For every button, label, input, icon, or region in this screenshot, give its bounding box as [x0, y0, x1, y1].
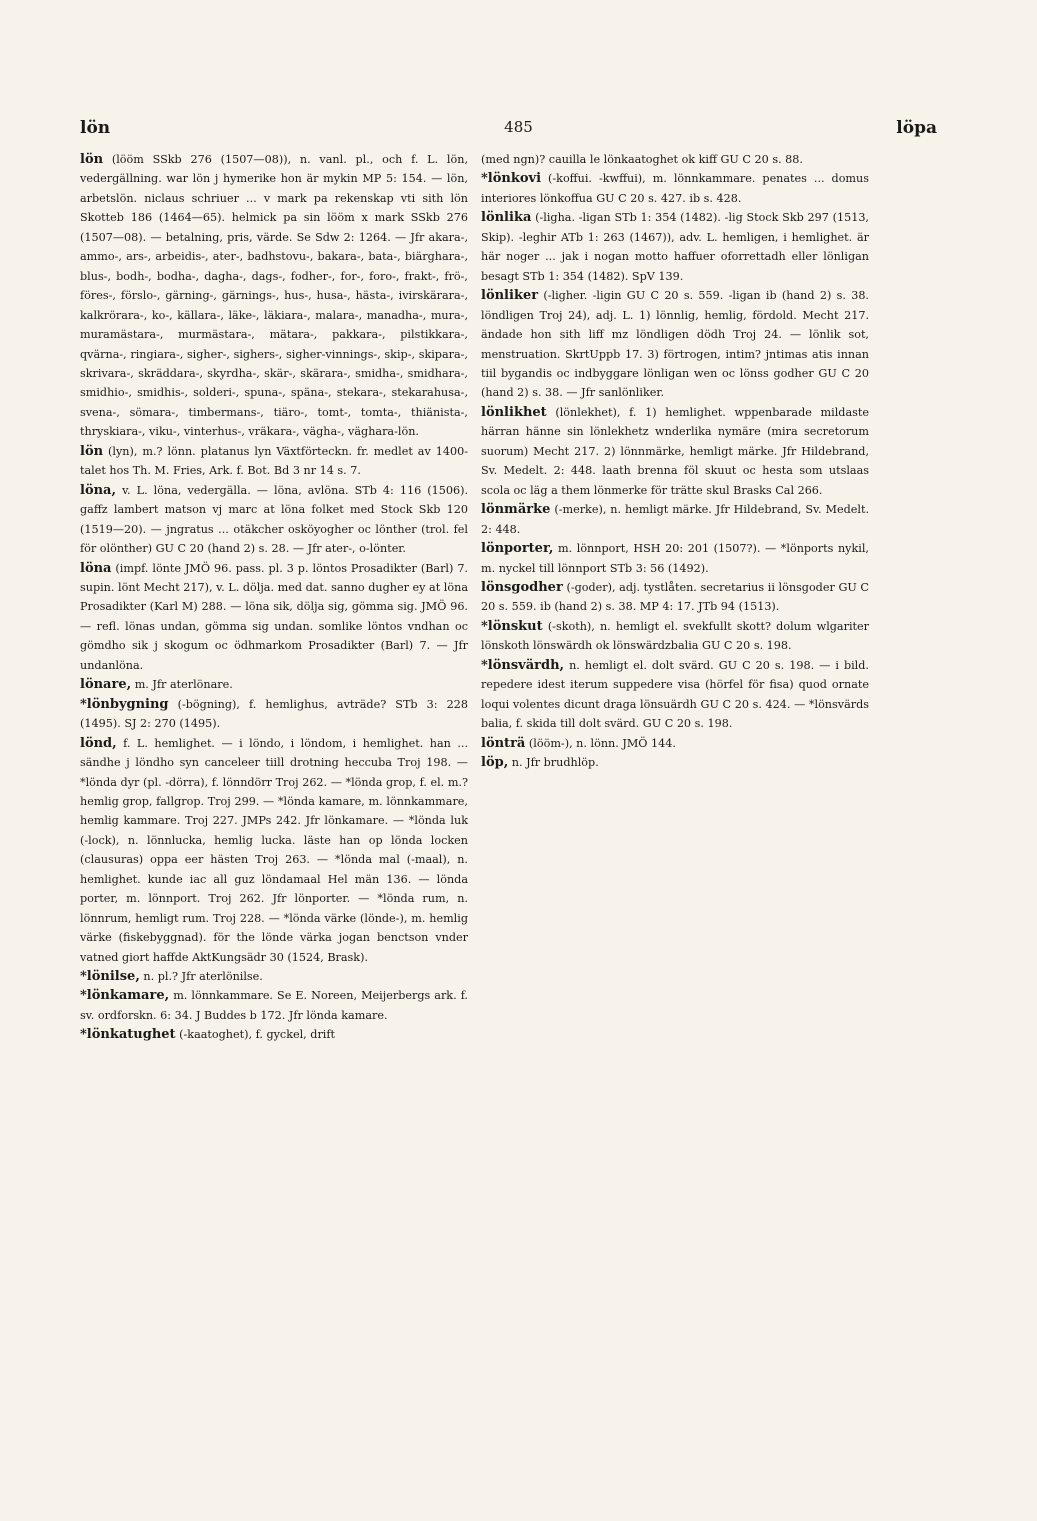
dictionary-entry — [481, 169, 869, 208]
dictionary-entry — [80, 481, 468, 559]
entry-text: (lööm-), n. lönn. JMÖ 144. — [528, 736, 676, 750]
dictionary-entry — [80, 734, 468, 967]
entry-text: (-ligher. -ligin GU C 20 s. 559. -ligan ib (hand 2) s. 38. löndligen Troj 24), adj. L. 1) lönnlig, hemlig, fördold. Mecht 217. ändade hon sith liff mz löndligen dödh Troj 24. — lönlik sot, menstruation. SkrtUppb 17. 3) förtrogen, intim? jntimas atis innan tiil bygandis oc indbyggare lönligan wen oc lönss godher GU C 20 (hand 2) s. 38. — Jfr sanlönliker. — [481, 289, 869, 400]
dictionary-entry — [80, 150, 468, 442]
entry-text: (-ligha. -ligan STb 1: 354 (1482). -lig Stock Skb 297 (1513, Skip). -leghir ATb 1: 263 (1467)), adv. L. hemligen, i hemlighet. är här noger ... jak i nogan motto haffuer oforrettadh eller lönligan besagt STb 1: 354 (1482). SpV 139. — [481, 211, 869, 283]
entry-text: f. L. hemlighet. — i löndo, i löndom, i hemlighet. han ... sändhe j löndho syn canceleer tiill drotning heccuba Troj 198. — *lönda dyr (pl. -dörra), f. lönndörr Troj 262. — *lönda grop, f. el. m.? hemlig grop, fallgrop. Troj 299. — *lönda kamare, m. lönnkammare, hemlig kammare. Troj 227. JMPs 242. Jfr lönkamare. — *lönda luk (-lock), n. lönnlucka, hemlig lucka. läste han op lönda locken (clausuras) oppa eer hästen Troj 263. — *lönda mal (-maal), n. hemlighet. kunde iac all guz löndamaal Hel män 136. — lönda porter, m. lönnport. Troj 262. Jfr lönporter. — *lönda rum, n. lönnrum, hemligt rum. Troj 228. — *lönda värke (lönde-), m. hemlig värke (fiskebyggnad). för the lönde värka jogan benctson vnder vatned giort haffde AktKungsädr 30 (1524, Brask). — [80, 736, 468, 964]
entry-text: m. Jfr aterlönare. — [134, 678, 233, 692]
entry-text: n. hemligt el. dolt svärd. GU C 20 s. 198. — i bild. repedere idest iterum suppedere visa (hörfel för fisa) quod ornate loqui volentes dicunt draga lönsuärdh GU C 20 s. 424. — *lönsvärds balia, f. skida till dolt svärd. GU C 20 s. 198. — [481, 658, 869, 731]
entry-text: (-koffui. -kwffui), m. lönnkammare. penates ... domus interiores lönkoffua GU C 20 s. 427. ib s. 428. — [481, 172, 869, 205]
dictionary-entry — [80, 442, 468, 481]
entry-headword: *lönbygning — [80, 696, 169, 712]
entry-headword: *lönkatughet — [80, 1027, 176, 1043]
entry-headword: lönmärke — [481, 502, 551, 518]
dictionary-entry — [481, 403, 869, 500]
entry-headword: lönlika — [481, 210, 532, 226]
dictionary-entry — [481, 734, 869, 753]
left-column — [80, 150, 468, 1045]
dictionary-entry — [481, 500, 869, 539]
entry-headword: lön — [80, 152, 104, 167]
entry-text: (-skoth), n. hemligt el. svekfullt skott? dolum wlgariter lönskoth lönswärdh ok lönswärdzbalia GU C 20 s. 198. — [481, 619, 869, 653]
dictionary-entry — [80, 986, 468, 1025]
dictionary-entry — [481, 539, 869, 578]
entry-headword: löna — [80, 560, 112, 576]
dictionary-entry — [80, 559, 468, 676]
entry-text: (-goder), adj. tystlåten. secretarius ii lönsgoder GU C 20 s. 559. ib (hand 2) s. 38. MP 4: 17. JTb 94 (1513). — [481, 580, 869, 614]
entry-text: m. lönnport, HSH 20: 201 (1507?). — *lönports nykil, m. nyckel till lönnport STb 3: 56 (1492). — [481, 542, 869, 575]
dictionary-entry — [80, 675, 468, 694]
dictionary-entry — [80, 967, 468, 986]
entry-text: (impf. lönte JMÖ 96. pass. pl. 3 p. löntos Prosadikter (Barl) 7. supin. lönt Mecht 217), v. L. dölja. med dat. sanno dugher ey at löna Prosadikter (Karl M) 288. — löna sik, dölja sig, gömma sig. JMÖ 96. — refl. lönas undan, gömma sig undan. somlike löntos vndhan oc gömdho sik j skogum oc ödhmarkom Prosadikter (Barl) 7. — Jfr undanlöna. — [80, 561, 468, 672]
dictionary-entry — [481, 656, 869, 734]
entry-text: v. L. löna, vedergälla. — löna, avlöna. STb 4: 116 (1506). gaffz lambert matson vj marc at löna folket med Stock Skb 120 (1519—20). — jngratus ... otäkcher osköyogher oc lönther (trol. fel för olönther) GU C 20 (hand 2) s. 28. — Jfr ater-, o-lönter. — [80, 483, 468, 556]
entry-headword: *lönkovi — [481, 171, 542, 187]
entry-text: n. pl.? Jfr aterlönilse. — [143, 970, 263, 984]
entry-headword: *lönkamare, — [80, 988, 170, 1004]
page-number: 485 — [504, 118, 533, 136]
entry-headword: lönträ — [481, 735, 526, 751]
entry-text: (-merke), n. hemligt märke. Jfr Hildebrand, Sv. Medelt. 2: 448. — [481, 503, 870, 536]
entry-headword: lönliker — [481, 288, 539, 304]
header-right-word: löpa — [896, 118, 937, 138]
entry-headword: lön — [80, 443, 104, 459]
entry-headword: lönporter, — [481, 541, 554, 557]
header-left-word: lön — [80, 118, 111, 138]
dictionary-entry — [80, 1025, 468, 1044]
entry-text: n. Jfr brudhlöp. — [511, 756, 599, 770]
dictionary-entry — [481, 578, 869, 617]
entry-text: (lööm SSkb 276 (1507—08)), n. vanl. pl., och f. L. lön, vedergällning. war lön j hymerike hon är mykin MP 5: 154. — lön, arbetslön. niclaus schriuer ... v mark pa rekenskap vti sith lön Skotteb 186 (1464—65). helmick pa sin lööm x mark SSkb 276 (1507—08). — betalning, pris, värde. Se Sdw 2: 1264. — Jfr akara-, ammo-, ars-, arbeidis-, ater-, badhstovu-, bakara-, bata-, biärghara-, blus-, bodh-, bodha-, dagha-, dags-, fodher-, for-, foro-, frakt-, frö-, föres-, förslo-, gärning-, gärnings-, hus-, husa-, hästa-, ivirskärara-, kalkrörara-, ko-, källara-, läke-, läkiara-, malara-, manadha-, mura-, muramästara-, murmästara-, mätara-, pakkara-, pilstikkara-, qvärna-, ringiara-, sigher-, sighers-, sigher-vinnings-, skip-, skipara-, skrivara-, skräddara-, skyrdha-, skär-, skärara-, smidha-, smidhara-, smidhio-, smidhis-, solderi-, spuna-, späna-, stekara-, stekarahusa-, svena-, sömara-, timbermans-, tiäro-, tomt-, tomta-, thiänista-, thryskiara-, viku-, vinterhus-, vräkara-, vägha-, väghara-lön. — [80, 153, 469, 439]
dictionary-entry — [481, 286, 869, 403]
entry-headword: *lönilse, — [80, 969, 140, 985]
entry-headword: *lönsvärdh, — [481, 657, 565, 673]
dictionary-entry — [481, 150, 869, 169]
entry-text: (med ngn)? cauilla le lönkaatoghet ok kiff GU C 20 s. 88. — [481, 153, 803, 166]
dictionary-entry — [481, 208, 869, 286]
entry-text: (lyn), m.? lönn. platanus lyn Växtförteckn. fr. medlet av 1400-talet hos Th. M. Fries, Ark. f. Bot. Bd 3 nr 14 s. 7. — [80, 444, 468, 478]
entry-headword: löna, — [80, 482, 117, 498]
entry-text: (lönlekhet), f. 1) hemlighet. wppenbarade mildaste härran hänne sin lönlekhetz wnderlika nymäre (mira secretorum suorum) Mecht 217. 2) lönnmärke, hemligt märke. Jfr Hildebrand, Sv. Medelt. 2: 448. laath brenna föl skuut oc hesta som utslaas scola oc läg a them lönmerke för trätte skul Brasks Cal 266. — [481, 405, 869, 497]
entry-text: (-kaatoghet), f. gyckel, drift — [179, 1028, 336, 1042]
entry-headword: lönd, — [80, 735, 117, 751]
entry-headword: *lönskut — [481, 618, 543, 634]
entry-headword: lönsgodher — [481, 579, 563, 595]
dictionary-entry — [481, 617, 869, 656]
entry-text: (-bögning), f. hemlighus, avträde? STb 3: 228 (1495). SJ 2: 270 (1495). — [80, 697, 468, 731]
right-column — [481, 150, 869, 773]
entry-headword: löp, — [481, 755, 509, 771]
entry-text: m. lönnkammare. Se E. Noreen, Meijerbergs ark. f. sv. ordforskn. 6: 34. J Buddes b 172. Jfr lönda kamare. — [80, 989, 468, 1022]
dictionary-entry — [80, 695, 468, 734]
dictionary-entry — [481, 753, 869, 772]
entry-headword: lönare, — [80, 677, 132, 693]
entry-headword: lönlikhet — [481, 404, 547, 420]
